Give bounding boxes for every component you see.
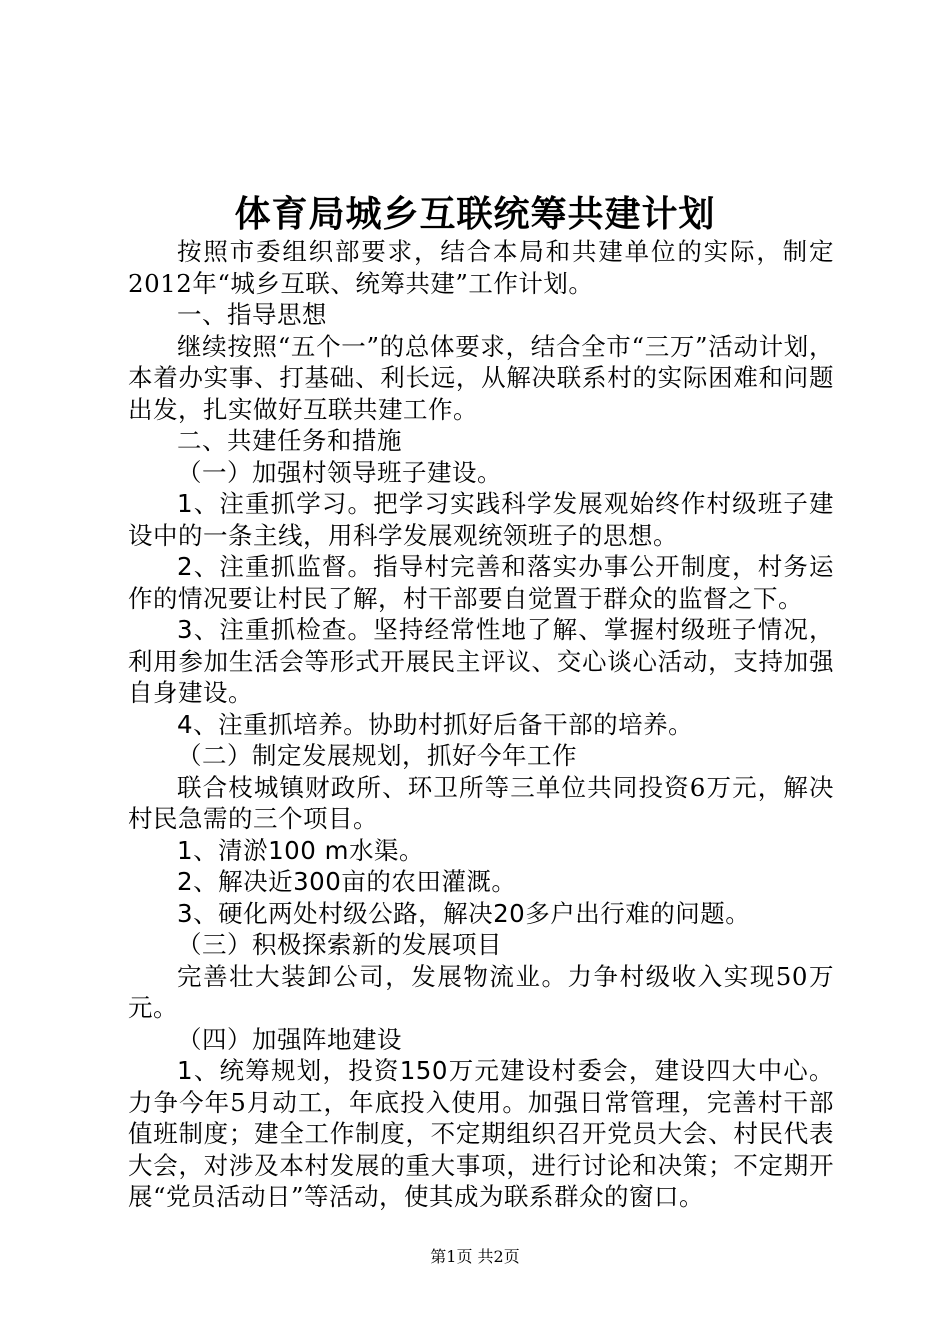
list-item bbox=[128, 709, 834, 741]
item-text: 力争今年5月动工，年底投入使用。加强日常管理，完善村干部值班制度；建全工作制度，不定期组织召开党员大会、村民代表大会，对涉及本村发展的重大事项，进行讨论和决策；不定期开展“党员活动日”等活动，使其成为联系群众的窗口。 bbox=[128, 1087, 834, 1211]
list-item: 1、清淤100 m水渠。 bbox=[177, 835, 425, 865]
document-title: 体育局城乡互联统筹共建计划 bbox=[234, 194, 716, 235]
document-body bbox=[128, 236, 834, 1213]
subsection-text-development-plan: 联合枝城镇财政所、环卫所等三单位共同投资6万元，解决村民急需的三个项目。 bbox=[128, 772, 834, 833]
item-text: 坚持经常性地了解、掌握村级班子情况，利用参加生活会等形式开展民主评议、交心谈心活动，支持加强自身建设。 bbox=[128, 615, 835, 707]
section-heading-guiding-ideology: 一、指导思想 bbox=[177, 300, 327, 329]
subsection-text-new-projects: 完善壮大装卸公司，发展物流业。力争村级收入实现50万元。 bbox=[128, 961, 834, 1022]
list-item: 3、硬化两处村级公路，解决20多户出行难的问题。 bbox=[177, 898, 751, 928]
subsection-heading-leadership: （一）加强村领导班子建设。 bbox=[177, 457, 502, 487]
item-lead: 1、注重抓学习。 bbox=[177, 489, 374, 518]
item-lead: 4、注重抓培养。 bbox=[177, 709, 369, 739]
page-number-footer: 第1页 共2页 bbox=[430, 1247, 520, 1266]
item-lead: 3、注重抓检查。 bbox=[177, 615, 374, 644]
list-item: 2、解决近300亩的农田灌溉。 bbox=[177, 867, 517, 896]
section-heading-tasks-measures: 二、共建任务和措施 bbox=[177, 426, 402, 455]
subsection-heading-new-projects: （三）积极探索新的发展项目 bbox=[177, 930, 502, 959]
list-item bbox=[128, 1055, 834, 1213]
section-text-guiding-ideology: 继续按照“五个一”的总体要求，结合全市“三万”活动计划，本着办实事、打基础、利长远，从解决联系村的实际困难和问题出发，扎实做好互联共建工作。 bbox=[128, 331, 834, 424]
list-item bbox=[128, 488, 834, 551]
item-lead: 1、统筹规划，投资150万元建设村委会，建设四大中心。 bbox=[177, 1056, 834, 1085]
item-lead: 2、注重抓监督。 bbox=[177, 552, 374, 581]
list-item bbox=[128, 551, 834, 614]
item-text: 指导村完善和落实办事公开制度，村务运作的情况要让村民了解，村干部要自觉置于群众的监督之下。 bbox=[128, 552, 835, 613]
list-item bbox=[128, 614, 834, 709]
intro-paragraph: 按照市委组织部要求，结合本局和共建单位的实际，制定2012年“城乡互联、统筹共建”工作计划。 bbox=[128, 237, 834, 298]
item-text: 把学习实践科学发展观始终作村级班子建设中的一条主线，用科学发展观统领班子的思想。 bbox=[128, 489, 835, 550]
subsection-heading-development-plan: （二）制定发展规划，抓好今年工作 bbox=[177, 741, 577, 770]
item-text: 协助村抓好后备干部的培养。 bbox=[368, 709, 694, 739]
subsection-heading-position-building: （四）加强阵地建设 bbox=[177, 1024, 402, 1054]
